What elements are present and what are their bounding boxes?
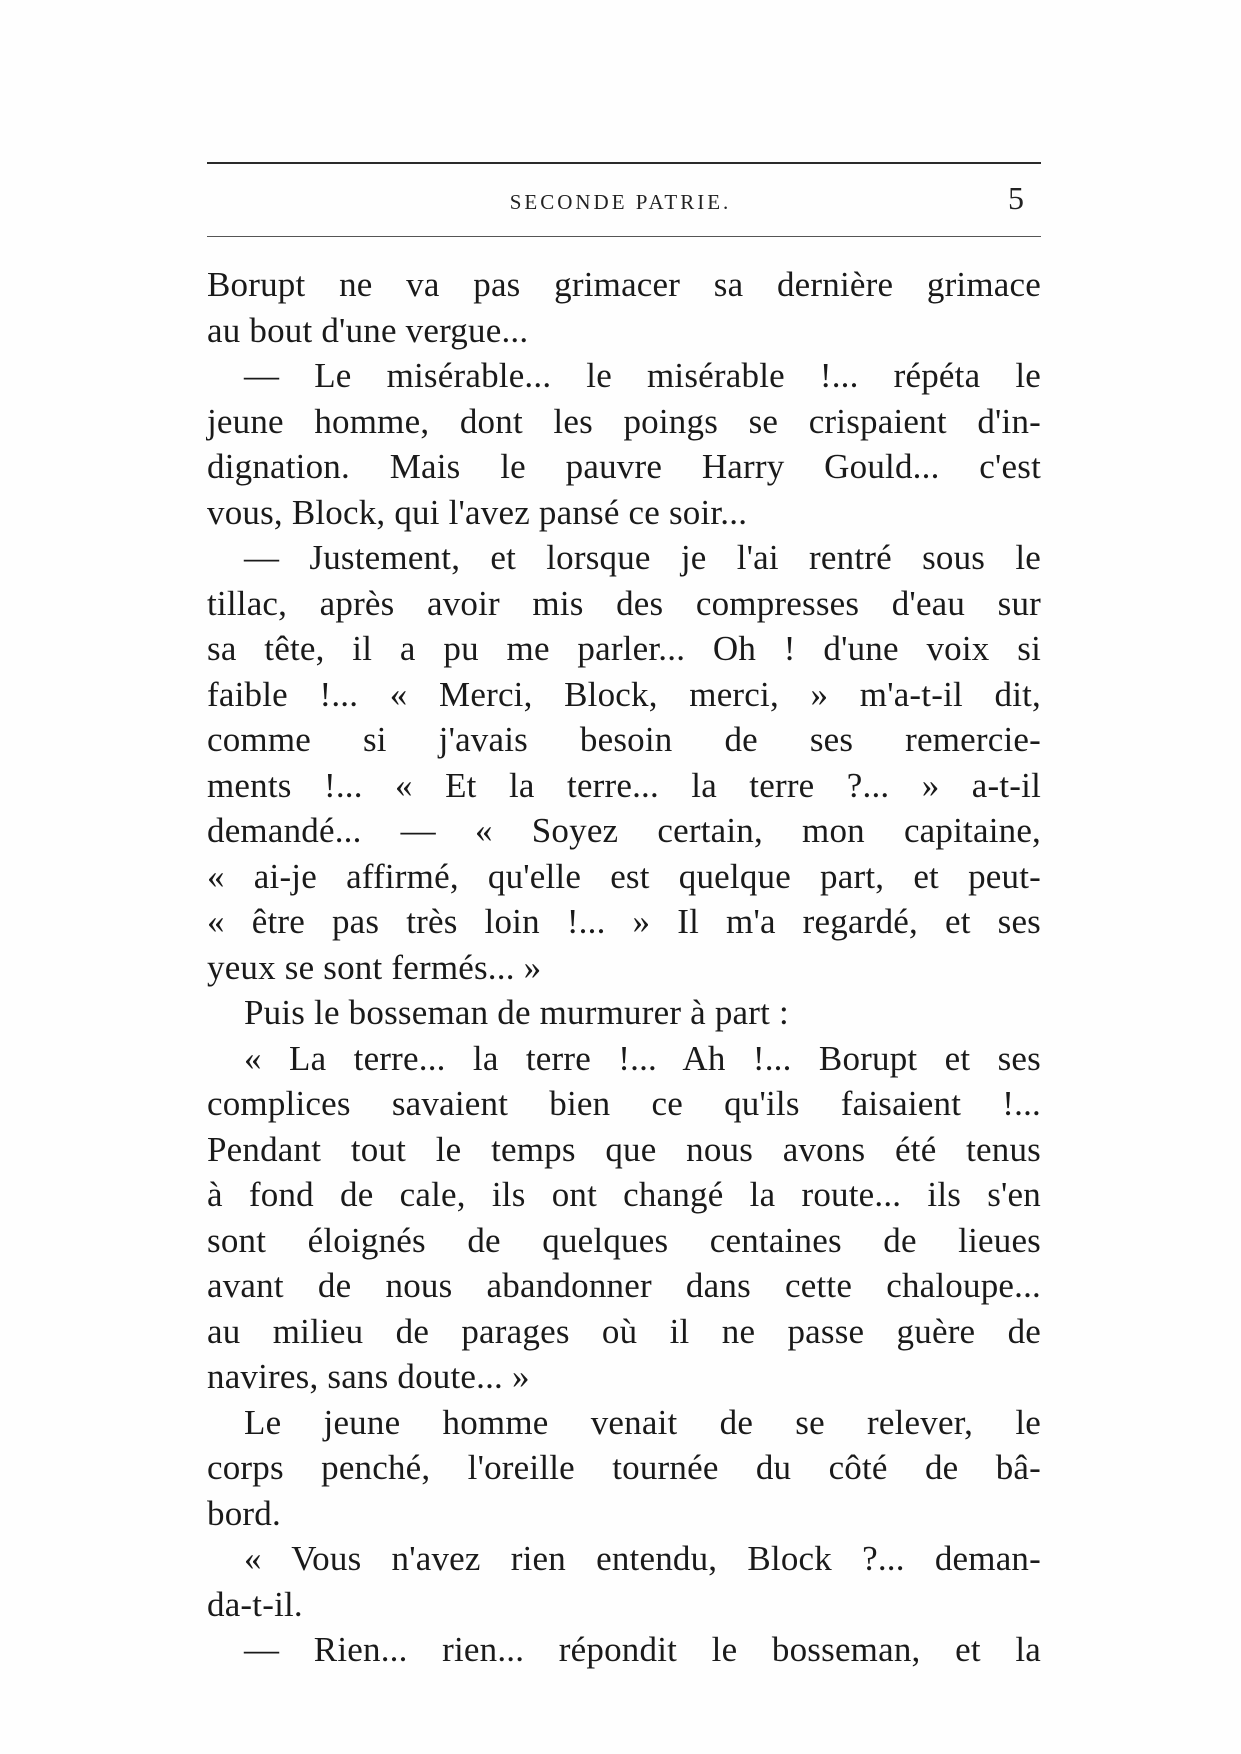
text-line: faible !... « Merci, Block, merci, » m'a-t-il dit,: [207, 674, 1041, 714]
text-line: « ai-je affirmé, qu'elle est quelque part, et peut-: [207, 856, 1041, 896]
page-number: 5: [1008, 180, 1024, 216]
text-line: Borupt ne va pas grimacer sa dernière grimace: [207, 265, 1041, 304]
header-rule-top: [207, 162, 1041, 164]
text-line: da-t-il.: [207, 1584, 303, 1624]
text-line: navires, sans doute... »: [207, 1357, 530, 1396]
text-line: comme si j'avais besoin de ses remercie-: [207, 720, 1041, 759]
text-line: « être pas très loin !... » Il m'a regardé, et ses: [207, 902, 1041, 941]
text-line: Le jeune homme venait de se relever, le: [244, 1402, 1041, 1442]
body-text: [207, 262, 1041, 1673]
text-line: corps penché, l'oreille tournée du côté de bâ-: [207, 1448, 1041, 1487]
text-line: dignation. Mais le pauvre Harry Gould... c'est: [207, 447, 1041, 486]
text-line: complices savaient bien ce qu'ils faisaient !...: [207, 1084, 1041, 1123]
text-line: — Justement, et lorsque je l'ai rentré sous le: [244, 538, 1041, 577]
text-line: bord.: [207, 1493, 281, 1533]
text-line: demandé... — « Soyez certain, mon capitaine,: [207, 811, 1041, 850]
text-line: — Le misérable... le misérable !... répéta le: [244, 356, 1041, 395]
text-line: vous, Block, qui l'avez pansé ce soir...: [207, 492, 748, 532]
header-rule-bottom: [207, 236, 1041, 237]
text-line: ments !... « Et la terre... la terre ?... » a-t-il: [207, 765, 1041, 805]
text-line: yeux se sont fermés... »: [207, 947, 542, 987]
text-line: au bout d'une vergue...: [207, 310, 529, 350]
text-line: Pendant tout le temps que nous avons été tenus: [207, 1129, 1041, 1169]
text-line: Puis le bosseman de murmurer à part :: [244, 993, 789, 1032]
text-line: tillac, après avoir mis des compresses d'eau sur: [207, 583, 1041, 623]
text-line: sa tête, il a pu me parler... Oh ! d'une voix si: [207, 629, 1041, 668]
text-line: « La terre... la terre !... Ah !... Borupt et ses: [244, 1038, 1041, 1078]
text-line: avant de nous abandonner dans cette chaloupe...: [207, 1266, 1041, 1305]
text-line: « Vous n'avez rien entendu, Block ?... deman-: [244, 1539, 1041, 1578]
text-line: — Rien... rien... répondit le bosseman, et la: [244, 1630, 1041, 1669]
text-line: à fond de cale, ils ont changé la route... ils s'en: [207, 1175, 1041, 1214]
text-line: jeune homme, dont les poings se crispaient d'in-: [207, 401, 1041, 441]
text-line: sont éloignés de quelques centaines de lieues: [207, 1220, 1041, 1260]
text-line: au milieu de parages où il ne passe guère de: [207, 1311, 1041, 1351]
running-title: SECONDE PATRIE.: [509, 190, 732, 214]
